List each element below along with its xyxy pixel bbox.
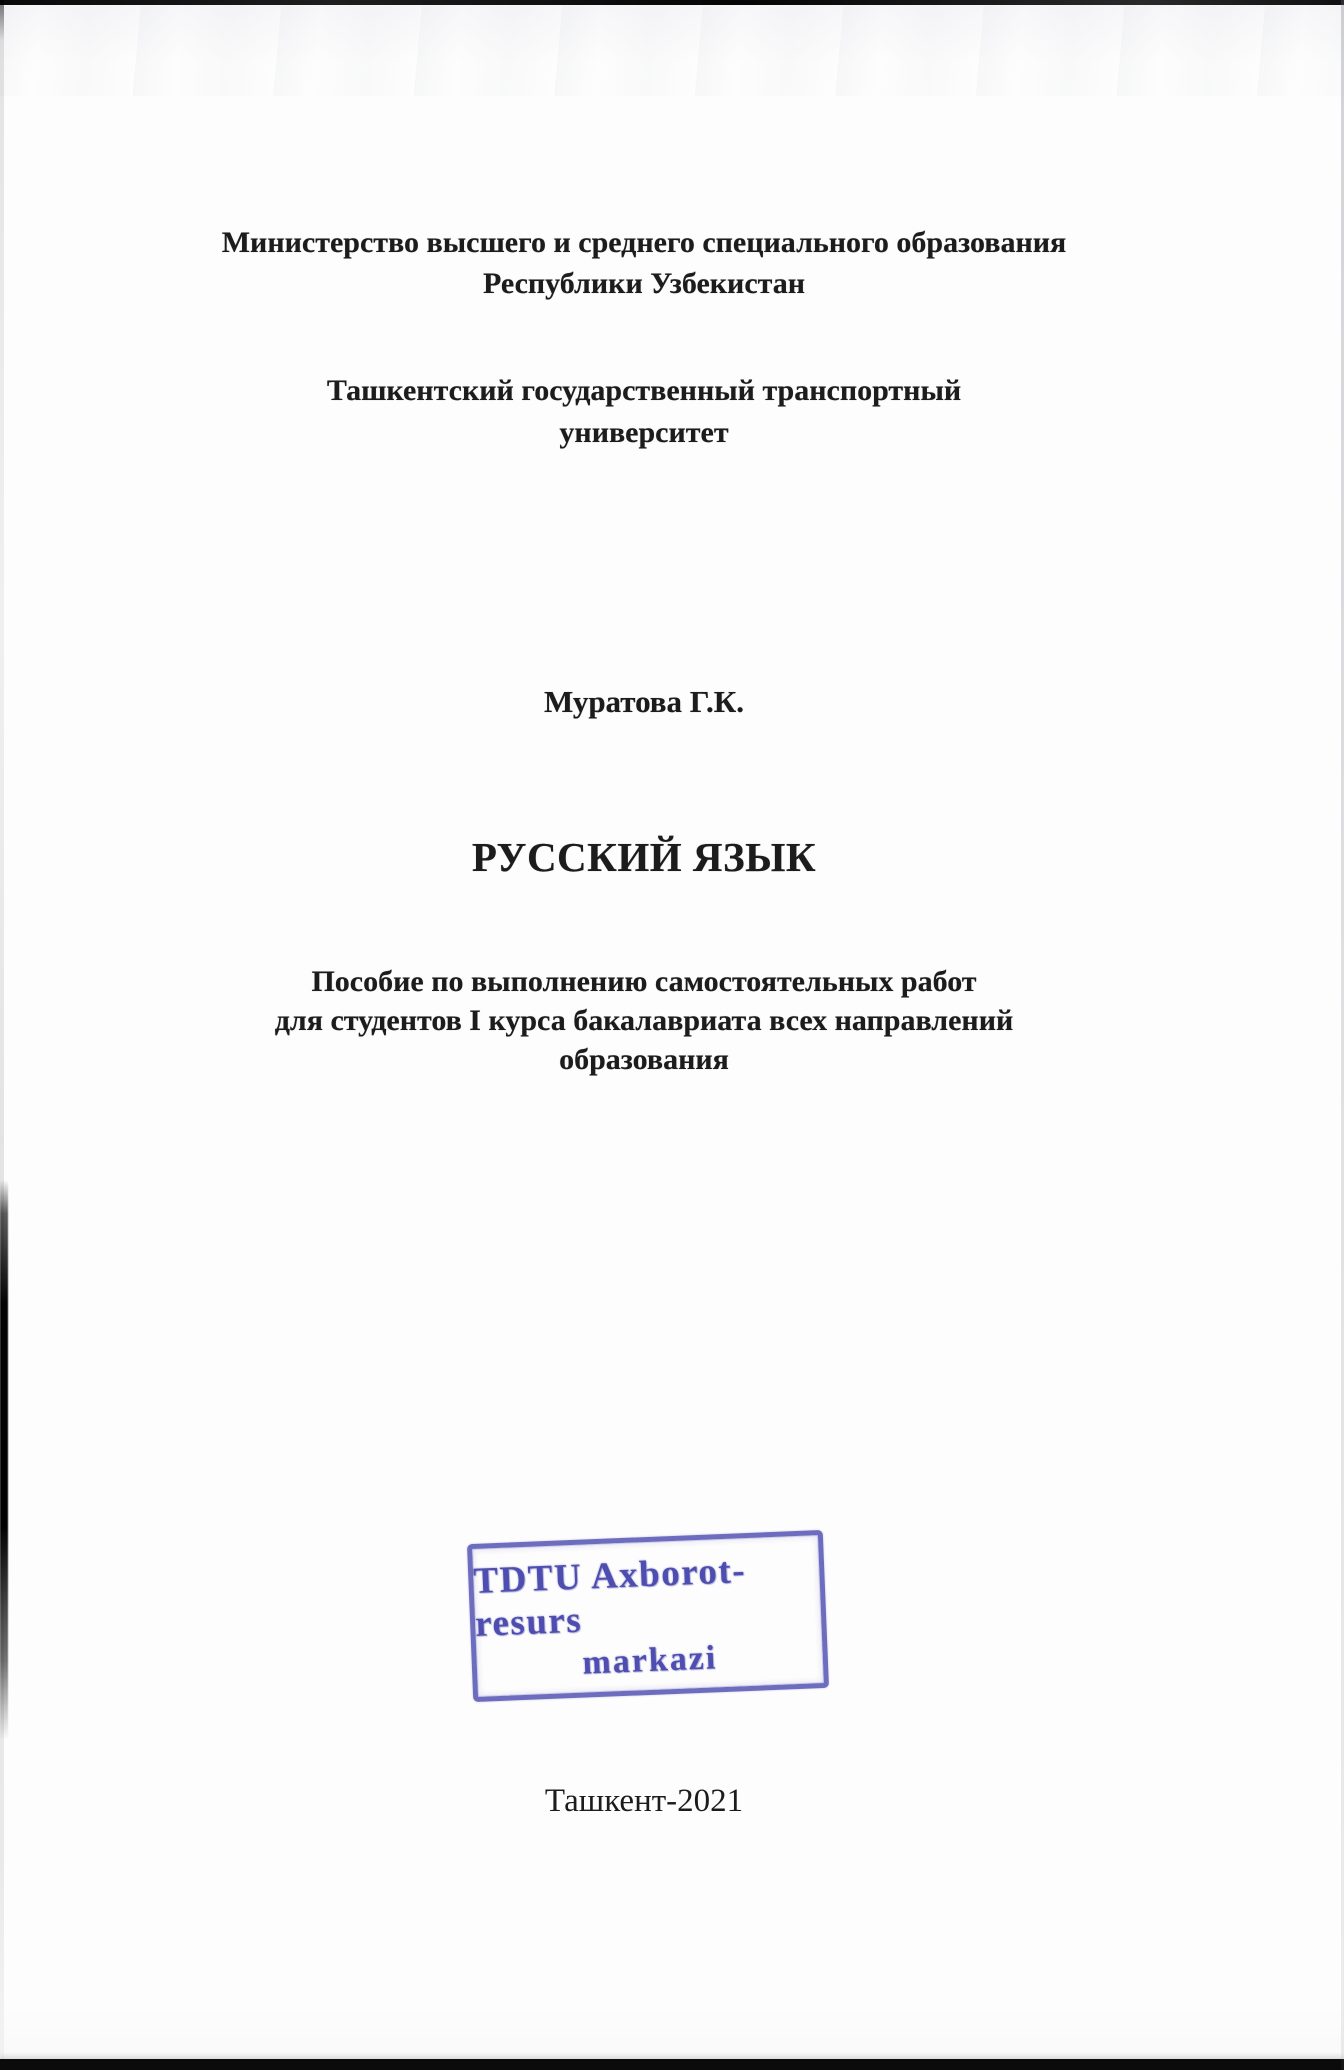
book-subtitle <box>0 962 1288 1079</box>
university-heading <box>0 370 1288 454</box>
scan-edge-top <box>0 0 1344 5</box>
book-title: РУССКИЙ ЯЗЫК <box>471 834 817 880</box>
university-line-1: Ташкентский государственный транспортный <box>326 374 962 407</box>
scan-edge-left-artifact <box>0 1180 8 1740</box>
imprint-city-year: Ташкент-2021 <box>544 1783 744 1819</box>
ministry-line-1: Министерство высшего и среднего специального образования <box>221 226 1067 259</box>
author-name: Муратова Г.К. <box>543 684 745 719</box>
scan-edge-left <box>0 0 4 2070</box>
scan-edge-bottom <box>0 2059 1344 2070</box>
university-line-2: университет <box>559 416 729 449</box>
stamp-line-1: TDTU Axborot-resurs <box>472 1549 747 1645</box>
subtitle-line-1: Пособие по выполнению самостоятельных работ <box>311 965 977 998</box>
ministry-heading <box>0 222 1288 304</box>
subtitle-line-3: образования <box>559 1043 729 1076</box>
subtitle-line-2: для студентов I курса бакалавриата всех направлений <box>274 1004 1014 1037</box>
library-ink-stamp <box>467 1530 829 1702</box>
stamp-line-2: markazi <box>581 1638 718 1682</box>
ministry-line-2: Республики Узбекистан <box>482 267 806 300</box>
